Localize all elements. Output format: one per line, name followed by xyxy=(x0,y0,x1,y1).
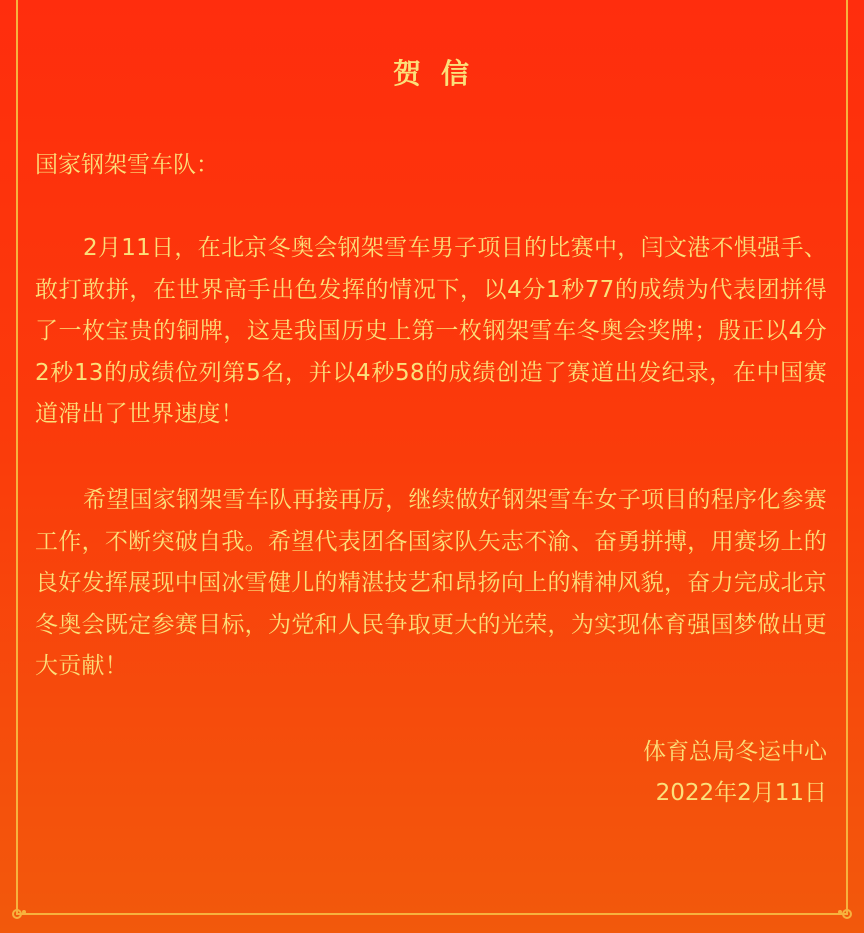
corner-dot-right xyxy=(838,910,842,914)
signature-organization: 体育总局冬运中心 xyxy=(643,739,827,765)
letter-signature xyxy=(643,732,827,814)
signature-date: 2022年2月11日 xyxy=(655,780,827,806)
letter-greeting: 国家钢架雪车队： xyxy=(35,152,219,178)
letter-paragraph-1: 2月11日，在北京冬奥会钢架雪车男子项目的比赛中，闫文港不惧强手、敢打敢拼，在世界高手出色发挥的情况下，以4分1秒77的成绩为代表团拼得了一枚宝贵的铜牌，这是我国历史上第一枚钢架雪车冬奥会奖牌；殷正以4分2秒13的成绩位列第5名，并以4秒58的成绩创造了赛道出发纪录，在中国赛道滑出了世界速度！ xyxy=(35,235,827,427)
corner-ornament-right xyxy=(840,907,854,921)
corner-ornament-left xyxy=(10,907,24,921)
corner-dot-left xyxy=(22,910,26,914)
letter-paragraph-2: 希望国家钢架雪车队再接再厉，继续做好钢架雪车女子项目的程序化参赛工作，不断突破自我。希望代表团各国家队矢志不渝、奋勇拼搏，用赛场上的良好发挥展现中国冰雪健儿的精湛技艺和昂扬向上的精神风貌，奋力完成北京冬奥会既定参赛目标，为党和人民争取更大的光荣，为实现体育强国梦做出更大贡献！ xyxy=(35,487,827,679)
letter-title: 贺信 xyxy=(392,57,489,90)
